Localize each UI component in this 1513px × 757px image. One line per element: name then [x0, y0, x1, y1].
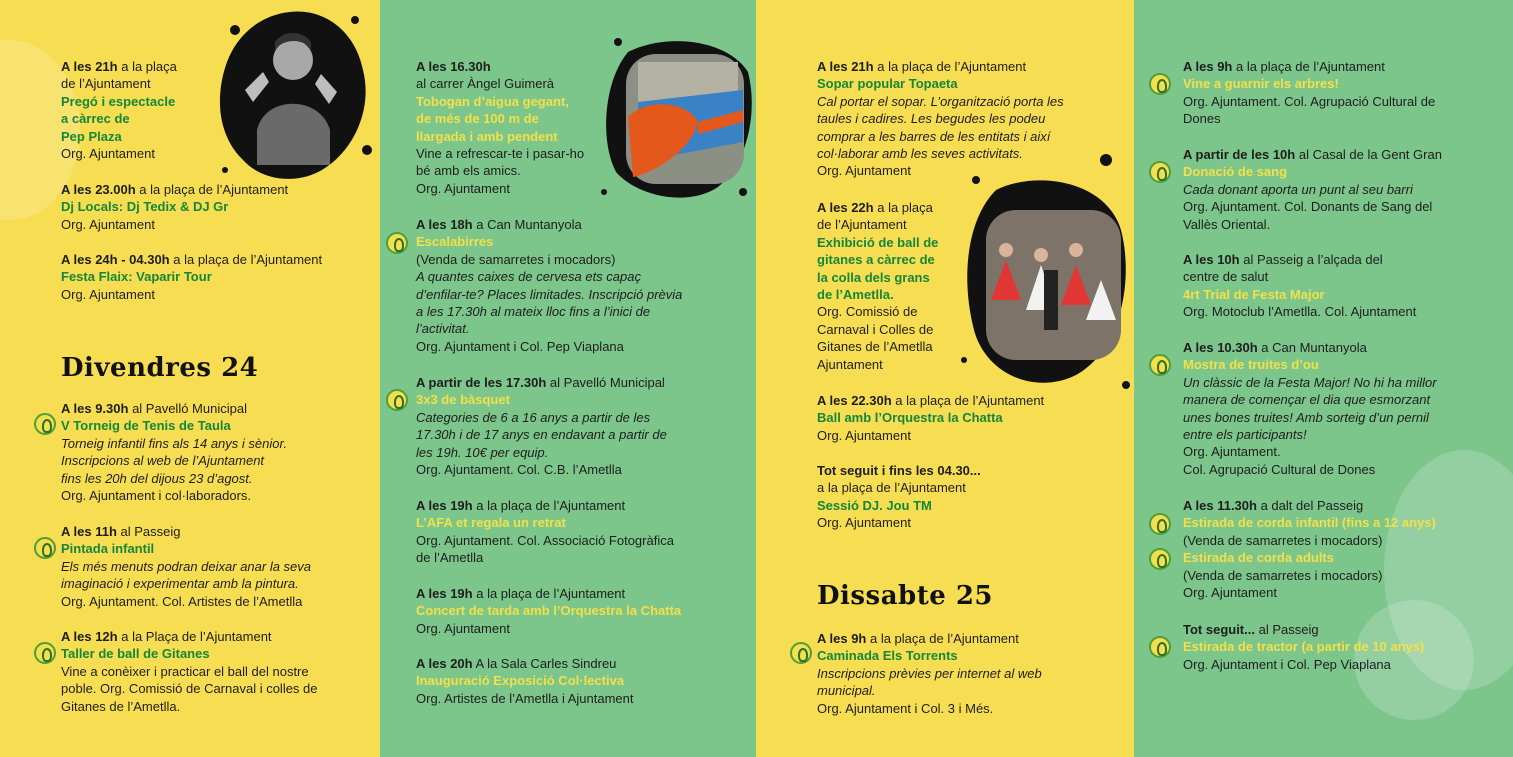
event-dj-locals: A les 23.00h a la plaça de l’Ajuntament Dj Locals: Dj Tedix & DJ Gr Org. Ajuntament [61, 182, 289, 232]
event-exhibicio-gitanes: A les 22h a la plaça de l’Ajuntament Exhibició de ball de gitanes a càrrec de la colla dels grans de l’Ametlla. Org. Comissió de Carnaval i Colles de Gitanes de l’Ametlla Ajuntament [817, 200, 939, 372]
event-title: Pintada infantil [61, 541, 155, 557]
event-pregó: A les 21h a la plaça de l’Ajuntament Pregó i espectacle a càrrec de Pep Plaza Org. Ajuntament [61, 59, 177, 162]
event-trial: A les 10h al Passeig a l’alçada del centre de salut 4rt Trial de Festa Major Org. Motoclub l’Ametlla. Col. Ajuntament [1183, 252, 1417, 320]
event-sessio-dj: Tot seguit i fins les 04.30... a la plaça de l’Ajuntament Sessió DJ. Jou TM Org. Ajuntament [817, 463, 981, 531]
event-title: Festa Flaix: Vaparir Tour [61, 269, 212, 285]
event-tobogan: A les 16.30h al carrer Àngel Guimerà Tobogan d’aigua gegant, de més de 100 m de llargada i amb pendent Vine a refrescar-te i pasar-ho bé amb els amics. Org. Ajuntament [416, 59, 585, 196]
column-1 [0, 0, 380, 757]
event-sopar-popular: A les 21h a la plaça de l’Ajuntament Sopar popular Topaeta Cal portar el sopar. L’organització porta les taules i cadires. Les begudes les podeu comprar a les barres de les entitats i així col·laborar amb les seves activitats. Org. Ajuntament [817, 59, 1064, 179]
event-title: Concert de tarda amb l’Orquestra la Chatta [416, 603, 682, 619]
event-title: Donació de sang [1183, 164, 1288, 180]
event-title: Escalabirres [416, 234, 494, 250]
event-pintada-infantil: A les 11h al Passeig Pintada infantil Els més menuts podran deixar anar la seva imaginació i experimentar amb la pintura. Org. Ajuntament. Col. Artistes de l’Ametlla [61, 524, 312, 609]
event-title: Exhibició de ball de [817, 234, 939, 250]
festival-logo-icon [386, 389, 408, 411]
event-title: Inauguració Exposició Col·lectiva [416, 673, 625, 689]
festival-logo-icon [386, 232, 408, 254]
event-estirada-corda: A les 11.30h a dalt del Passeig Estirada de corda infantil (fins a 12 anys) (Venda de samarretes i mocadors) Estirada de corda adults (Venda de samarretes i mocadors) Org. Ajuntament [1183, 498, 1436, 601]
festival-logo-icon [1149, 161, 1171, 183]
festival-logo-icon [790, 642, 812, 664]
event-title: Estirada de corda adults [1183, 550, 1334, 566]
event-title: 4rt Trial de Festa Major [1183, 286, 1325, 302]
column-3 [756, 0, 1134, 757]
event-donacio-sang: A partir de les 10h al Casal de la Gent Gran Donació de sang Cada donant aporta un punt al seu barri Org. Ajuntament. Col. Donants de Sang del Vallès Oriental. [1183, 147, 1442, 232]
pep-plaza-photo [205, 0, 375, 190]
event-title: Dj Locals: Dj Tedix & DJ Gr [61, 199, 229, 215]
water-slide-photo [598, 22, 756, 207]
festival-logo-icon [34, 537, 56, 559]
event-tenis-taula: A les 9.30h al Pavelló Municipal V Torneig de Tenis de Taula Torneig infantil fins als 14 anys i sènior. Inscripcions al web de l’Ajuntament fins les 20h del dijous 23 d’agost. Org. Ajuntament i col·laboradors. [61, 401, 287, 504]
festival-logo-icon [1149, 73, 1171, 95]
festival-logo-icon [1149, 548, 1171, 570]
event-basquet: A partir de les 17.30h al Pavelló Municipal 3x3 de bàsquet Categories de 6 a 16 anys a partir de les 17.30h i de 17 anys en endavant a partir de les 19h. 10€ per equip. Org. Ajuntament. Col. C.B. l’Ametlla [416, 375, 667, 478]
event-title: V Torneig de Tenis de Taula [61, 418, 231, 434]
event-exposicio: A les 20h A la Sala Carles Sindreu Inauguració Exposició Col·lectiva Org. Artistes de l’Ametlla i Ajuntament [416, 656, 634, 706]
event-concert-tarda: A les 19h a la plaça de l’Ajuntament Concert de tarda amb l’Orquestra la Chatta Org. Ajuntament [416, 586, 682, 636]
event-title: Sopar popular Topaeta [817, 76, 958, 92]
event-caminada: A les 9h a la plaça de l’Ajuntament Caminada Els Torrents Inscripcions prèvies per internet al web municipal. Org. Ajuntament i Col. 3 i Més. [817, 631, 1042, 716]
event-title: Estirada de corda infantil (fins a 12 anys) [1183, 515, 1436, 531]
festival-logo-icon [34, 413, 56, 435]
day-heading-friday: Divendres 24 [61, 353, 259, 383]
event-afa-retrat: A les 19h a la plaça de l’Ajuntament L’AFA et regala un retrat Org. Ajuntament. Col. Associació Fotogràfica de l’Ametlla [416, 498, 674, 566]
event-escalabirres: A les 18h a Can Muntanyola Escalabirres (Venda de samarretes i mocadors) A quantes caixes de cervesa ets capaç d’enfilar-te? Places limitades. Inscripció prèvia a les 17.30h al mateix lloc fins a l’inici de l’activitat. Org. Ajuntament i Col. Pep Viaplana [416, 217, 683, 354]
event-title: Taller de ball de Gitanes [61, 646, 210, 662]
event-festa-flaix: A les 24h - 04.30h a la plaça de l’Ajuntament Festa Flaix: Vaparir Tour Org. Ajuntament [61, 252, 323, 302]
event-title: L’AFA et regala un retrat [416, 515, 566, 531]
gitanes-dance-photo [956, 150, 1134, 400]
event-title: 3x3 de bàsquet [416, 392, 510, 408]
event-title: Vine a guarnir els arbres! [1183, 76, 1339, 92]
festival-logo-icon [1149, 636, 1171, 658]
event-guarnir-arbres: A les 9h a la plaça de l’Ajuntament Vine a guarnir els arbres! Org. Ajuntament. Col. Agrupació Cultural de Dones [1183, 59, 1436, 127]
event-mostra-truites: A les 10.30h a Can Muntanyola Mostra de truites d’ou Un clàssic de la Festa Major! No hi ha millor manera de començar el dia que esmorzant unes bones truites! Amb sorteig d’un pernil entre els participants! Org. Ajuntament. Col. Agrupació Cultural de Dones [1183, 340, 1437, 477]
column-4 [1134, 0, 1513, 757]
event-title: Estirada de tractor (a partir de 10 anys) [1183, 639, 1425, 655]
event-ball-orquestra: A les 22.30h a la plaça de l’Ajuntament Ball amb l’Orquestra la Chatta Org. Ajuntament [817, 393, 1045, 443]
event-estirada-tractor: Tot seguit... al Passeig Estirada de tractor (a partir de 10 anys) Org. Ajuntament i Col. Pep Viaplana [1183, 622, 1425, 672]
festival-logo-icon [1149, 354, 1171, 376]
festival-logo-icon [1149, 513, 1171, 535]
event-title: Pregó i espectacle [61, 93, 176, 109]
event-taller-gitanes: A les 12h a la Plaça de l’Ajuntament Taller de ball de Gitanes Vine a conèixer i practicar el ball del nostre poble. Org. Comissió de Carnaval i colles de Gitanes de l’Ametlla. [61, 629, 318, 714]
festival-logo-icon [34, 642, 56, 664]
column-2 [380, 0, 756, 757]
event-title: Caminada Els Torrents [817, 648, 958, 664]
day-heading-saturday: Dissabte 25 [817, 581, 994, 611]
event-title: Ball amb l’Orquestra la Chatta [817, 410, 1003, 426]
event-title: Tobogan d’aigua gegant, [416, 93, 569, 109]
event-title: Sessió DJ. Jou TM [817, 497, 932, 513]
event-title: Mostra de truites d’ou [1183, 357, 1319, 373]
